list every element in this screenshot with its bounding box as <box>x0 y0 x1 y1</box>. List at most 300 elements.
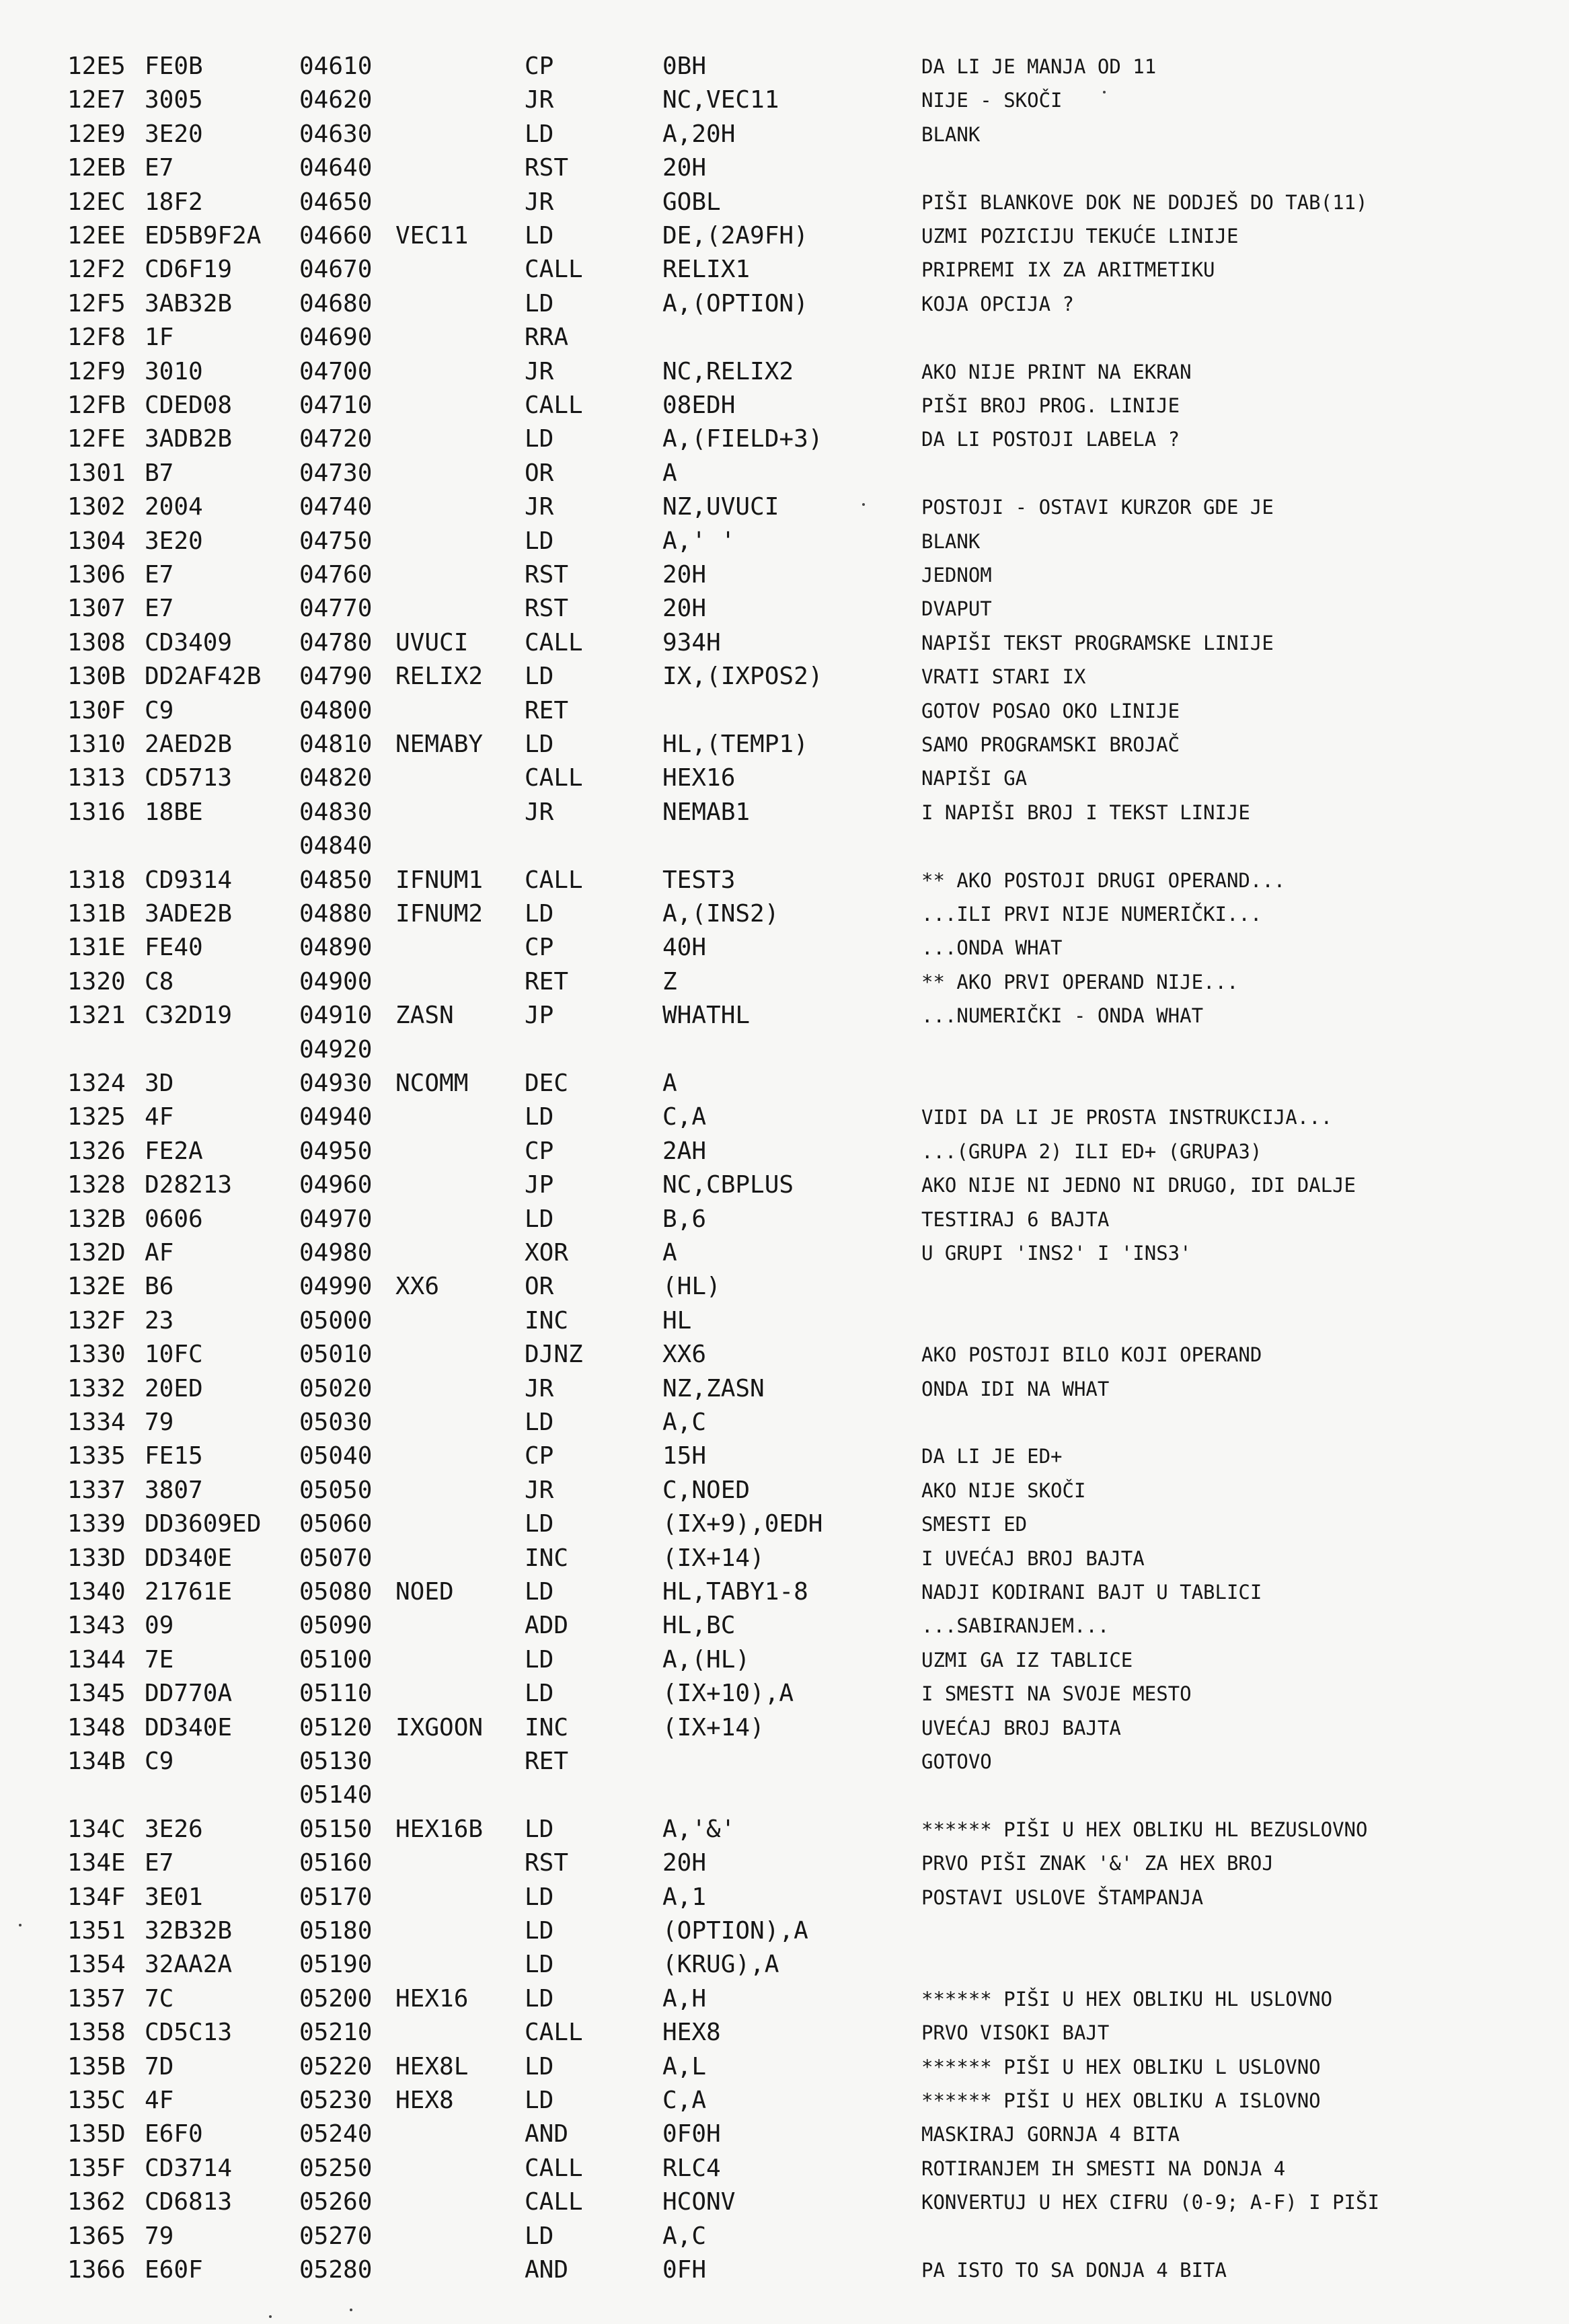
listing-row <box>0 254 1569 285</box>
address: 12EE <box>67 222 126 250</box>
label: IFNUM2 <box>395 900 484 928</box>
mnemonic: LD <box>525 1985 554 2013</box>
mnemonic: JR <box>525 358 554 385</box>
line-number: 04680 <box>299 290 373 317</box>
address: 130F <box>67 697 126 724</box>
comment: UVEĆAJ BROJ BAJTA <box>921 1717 1121 1739</box>
operand: RELIX1 <box>662 256 751 283</box>
operand: A,(OPTION) <box>662 290 808 317</box>
listing-row <box>0 1271 1569 1302</box>
line-number: 05120 <box>299 1714 373 1741</box>
address: 1302 <box>67 493 126 521</box>
comment: MASKIRAJ GORNJA 4 BITA <box>921 2123 1180 2146</box>
label: HEX8L <box>395 2053 469 2081</box>
comment: PRVO VISOKI BAJT <box>921 2021 1110 2044</box>
line-number: 05230 <box>299 2087 373 2114</box>
operand: DE,(2A9FH) <box>662 222 808 250</box>
operand: A <box>662 1239 677 1267</box>
line-number: 04940 <box>299 1103 373 1131</box>
mnemonic: LD <box>525 1205 554 1233</box>
comment: GOTOV POSAO OKO LINIJE <box>921 700 1180 722</box>
operand: A <box>662 1070 677 1097</box>
mnemonic: CP <box>525 1137 554 1165</box>
comment: ...ILI PRVI NIJE NUMERIČKI... <box>921 903 1262 926</box>
address: 12F9 <box>67 358 126 385</box>
listing-row <box>0 526 1569 557</box>
operand: (IX+14) <box>662 1544 765 1572</box>
machine-code: 18BE <box>145 798 203 826</box>
mnemonic: JR <box>525 86 554 114</box>
line-number: 04790 <box>299 663 373 690</box>
line-number: 05100 <box>299 1646 373 1674</box>
address: 1324 <box>67 1070 126 1097</box>
operand: (IX+9),0EDH <box>662 1510 823 1538</box>
machine-code: DD770A <box>145 1680 233 1707</box>
listing-row <box>0 1102 1569 1133</box>
label: NOED <box>395 1578 454 1606</box>
address: 1301 <box>67 459 126 487</box>
listing-row <box>0 2017 1569 2048</box>
line-number: 05260 <box>299 2188 373 2216</box>
scan-speck <box>19 1924 22 1926</box>
address: 1326 <box>67 1137 126 1165</box>
line-number: 05190 <box>299 1951 373 1978</box>
comment: ****** PIŠI U HEX OBLIKU A ISLOVNO <box>921 2089 1321 2112</box>
listing-row <box>0 1814 1569 1845</box>
listing-row <box>0 1678 1569 1709</box>
mnemonic: LD <box>525 1646 554 1674</box>
line-number: 04660 <box>299 222 373 250</box>
address: 132B <box>67 1205 126 1233</box>
address: 1307 <box>67 595 126 622</box>
comment: DA LI POSTOJI LABELA ? <box>921 428 1180 451</box>
machine-code: C9 <box>145 697 174 724</box>
operand: HL <box>662 1307 692 1335</box>
mnemonic: LD <box>525 2222 554 2250</box>
line-number: 04820 <box>299 764 373 792</box>
machine-code: 23 <box>145 1307 174 1335</box>
line-number: 04670 <box>299 256 373 283</box>
address: 1343 <box>67 1612 126 1639</box>
listing-row <box>0 1238 1569 1269</box>
address: 1306 <box>67 561 126 589</box>
machine-code: CD3409 <box>145 629 233 657</box>
address: 1320 <box>67 968 126 996</box>
listing-row <box>0 357 1569 387</box>
comment: DA LI JE MANJA OD 11 <box>921 55 1157 78</box>
operand: 20H <box>662 561 707 589</box>
address: 12FE <box>67 425 126 453</box>
line-number: 04760 <box>299 561 373 589</box>
comment: NIJE - SKOČI <box>921 89 1063 112</box>
label: NCOMM <box>395 1070 469 1097</box>
comment: AKO NIJE NI JEDNO NI DRUGO, IDI DALJE <box>921 1174 1356 1197</box>
comment: UZMI GA IZ TABLICE <box>921 1649 1133 1672</box>
line-number: 04710 <box>299 391 373 419</box>
line-number: 04850 <box>299 866 373 894</box>
machine-code: FE2A <box>145 1137 203 1165</box>
comment: SAMO PROGRAMSKI BROJAČ <box>921 733 1180 756</box>
machine-code: E7 <box>145 595 174 622</box>
line-number: 05050 <box>299 1476 373 1504</box>
line-number: 04610 <box>299 52 373 80</box>
address: 130B <box>67 663 126 690</box>
listing-row <box>0 1543 1569 1574</box>
address: 1318 <box>67 866 126 894</box>
comment: GOTOVO <box>921 1750 992 1773</box>
machine-code: 3E20 <box>145 120 203 148</box>
machine-code: 4F <box>145 1103 174 1131</box>
mnemonic: LD <box>525 1917 554 1945</box>
mnemonic: LD <box>525 527 554 555</box>
listing-row <box>0 1441 1569 1472</box>
operand: (KRUG),A <box>662 1951 779 1978</box>
comment: POSTAVI USLOVE ŠTAMPANJA <box>921 1886 1204 1909</box>
machine-code: 3807 <box>145 1476 203 1504</box>
comment: SMESTI ED <box>921 1513 1028 1536</box>
line-number: 05280 <box>299 2256 373 2284</box>
listing-row <box>0 1170 1569 1201</box>
mnemonic: CALL <box>525 2019 583 2046</box>
machine-code: 3010 <box>145 358 203 385</box>
machine-code: CD6813 <box>145 2188 233 2216</box>
comment: NADJI KODIRANI BAJT U TABLICI <box>921 1581 1262 1604</box>
mnemonic: LD <box>525 1510 554 1538</box>
listing-row <box>0 1916 1569 1947</box>
address: 135B <box>67 2053 126 2081</box>
address: 1362 <box>67 2188 126 2216</box>
machine-code: 32B32B <box>145 1917 233 1945</box>
line-number: 04630 <box>299 120 373 148</box>
mnemonic: JR <box>525 1476 554 1504</box>
label: RELIX2 <box>395 663 484 690</box>
listing-row <box>0 1136 1569 1167</box>
comment: I SMESTI NA SVOJE MESTO <box>921 1682 1192 1705</box>
listing-row <box>0 1713 1569 1744</box>
listing-row <box>0 1068 1569 1099</box>
operand: NZ,UVUCI <box>662 493 779 521</box>
listing-row <box>0 1000 1569 1031</box>
machine-code: 2AED2B <box>145 730 233 758</box>
comment: PIŠI BROJ PROG. LINIJE <box>921 394 1180 417</box>
label: VEC11 <box>395 222 469 250</box>
listing-row <box>0 696 1569 726</box>
mnemonic: CALL <box>525 391 583 419</box>
operand: A,(INS2) <box>662 900 779 928</box>
address: 132F <box>67 1307 126 1335</box>
comment: PRIPREMI IX ZA ARITMETIKU <box>921 258 1215 281</box>
address: 135D <box>67 2120 126 2148</box>
operand: 2AH <box>662 1137 707 1165</box>
operand: NZ,ZASN <box>662 1375 765 1402</box>
mnemonic: LD <box>525 2053 554 2081</box>
mnemonic: LD <box>525 1883 554 1911</box>
machine-code: E7 <box>145 154 174 182</box>
comment: ...SABIRANJEM... <box>921 1614 1110 1637</box>
mnemonic: LD <box>525 1951 554 1978</box>
listing-row <box>0 424 1569 455</box>
operand: 15H <box>662 1442 707 1470</box>
address: 1345 <box>67 1680 126 1707</box>
comment: ** AKO POSTOJI DRUGI OPERAND... <box>921 869 1286 892</box>
comment: PIŠI BLANKOVE DOK NE DODJEŠ DO TAB(11) <box>921 191 1368 214</box>
machine-code: 7D <box>145 2053 174 2081</box>
comment: ****** PIŠI U HEX OBLIKU L USLOVNO <box>921 2056 1321 2078</box>
address: 12E9 <box>67 120 126 148</box>
mnemonic: RST <box>525 595 569 622</box>
mnemonic: AND <box>525 2120 569 2148</box>
line-number: 04900 <box>299 968 373 996</box>
mnemonic: LD <box>525 663 554 690</box>
mnemonic: LD <box>525 1409 554 1436</box>
mnemonic: JR <box>525 493 554 521</box>
address: 1335 <box>67 1442 126 1470</box>
address: 12E5 <box>67 52 126 80</box>
address: 1339 <box>67 1510 126 1538</box>
address: 12EC <box>67 188 126 216</box>
machine-code: AF <box>145 1239 174 1267</box>
mnemonic: CP <box>525 934 554 961</box>
comment: I NAPIŠI BROJ I TEKST LINIJE <box>921 801 1250 824</box>
line-number: 05250 <box>299 2154 373 2182</box>
listing-row <box>0 187 1569 218</box>
line-number: 05160 <box>299 1849 373 1877</box>
label: XX6 <box>395 1273 440 1300</box>
address: 1358 <box>67 2019 126 2046</box>
machine-code: C32D19 <box>145 1002 233 1029</box>
operand: RLC4 <box>662 2154 721 2182</box>
line-number: 04750 <box>299 527 373 555</box>
comment: POSTOJI - OSTAVI KURZOR GDE JE <box>921 496 1274 519</box>
address: 132D <box>67 1239 126 1267</box>
mnemonic: LD <box>525 120 554 148</box>
operand: A,20H <box>662 120 736 148</box>
listing-row <box>0 1645 1569 1676</box>
operand: XX6 <box>662 1341 707 1368</box>
machine-code: 3ADB2B <box>145 425 233 453</box>
label: IXGOON <box>395 1714 484 1741</box>
comment: BLANK <box>921 123 981 146</box>
line-number: 05150 <box>299 1815 373 1843</box>
address: 1366 <box>67 2256 126 2284</box>
comment: VIDI DA LI JE PROSTA INSTRUKCIJA... <box>921 1106 1333 1129</box>
mnemonic: CALL <box>525 256 583 283</box>
address: 131B <box>67 900 126 928</box>
machine-code: DD3609ED <box>145 1510 262 1538</box>
mnemonic: RST <box>525 1849 569 1877</box>
address: 1321 <box>67 1002 126 1029</box>
machine-code: CD9314 <box>145 866 233 894</box>
scan-speck <box>269 2315 272 2318</box>
address: 131E <box>67 934 126 961</box>
line-number: 05090 <box>299 1612 373 1639</box>
line-number: 05010 <box>299 1341 373 1368</box>
listing-row <box>0 1984 1569 2015</box>
line-number: 05220 <box>299 2053 373 2081</box>
operand: NC,CBPLUS <box>662 1171 794 1199</box>
operand: HEX8 <box>662 2019 721 2046</box>
listing-row <box>0 1610 1569 1641</box>
comment: AKO NIJE SKOČI <box>921 1479 1086 1502</box>
address: 135F <box>67 2154 126 2182</box>
address: 1337 <box>67 1476 126 1504</box>
operand: NEMAB1 <box>662 798 751 826</box>
line-number: 04910 <box>299 1002 373 1029</box>
listing-row <box>0 322 1569 353</box>
address: 1354 <box>67 1951 126 1978</box>
mnemonic: LD <box>525 1578 554 1606</box>
mnemonic: CALL <box>525 629 583 657</box>
machine-code: 79 <box>145 1409 174 1436</box>
comment: KOJA OPCIJA ? <box>921 293 1074 315</box>
line-number: 04990 <box>299 1273 373 1300</box>
address: 1357 <box>67 1985 126 2013</box>
comment: PA ISTO TO SA DONJA 4 BITA <box>921 2259 1227 2282</box>
line-number: 04720 <box>299 425 373 453</box>
line-number: 04880 <box>299 900 373 928</box>
machine-code: DD340E <box>145 1544 233 1572</box>
line-number: 04690 <box>299 324 373 351</box>
line-number: 05130 <box>299 1748 373 1775</box>
mnemonic: RST <box>525 561 569 589</box>
address: 133D <box>67 1544 126 1572</box>
machine-code: B7 <box>145 459 174 487</box>
listing-row <box>0 85 1569 116</box>
line-number: 05170 <box>299 1883 373 1911</box>
mnemonic: ADD <box>525 1612 569 1639</box>
comment: U GRUPI 'INS2' I 'INS3' <box>921 1242 1192 1265</box>
line-number: 05210 <box>299 2019 373 2046</box>
listing-row <box>0 390 1569 421</box>
machine-code: 21761E <box>145 1578 233 1606</box>
listing-row <box>0 51 1569 82</box>
machine-code: CD3714 <box>145 2154 233 2182</box>
listing-row <box>0 289 1569 320</box>
machine-code: 2004 <box>145 493 203 521</box>
address: 12F8 <box>67 324 126 351</box>
machine-code: 7C <box>145 1985 174 2013</box>
machine-code: FE15 <box>145 1442 203 1470</box>
scan-speck <box>350 2309 352 2311</box>
label: UVUCI <box>395 629 469 657</box>
line-number: 04800 <box>299 697 373 724</box>
machine-code: 4F <box>145 2087 174 2114</box>
operand: (IX+10),A <box>662 1680 794 1707</box>
listing-row <box>0 1204 1569 1235</box>
mnemonic: CALL <box>525 764 583 792</box>
operand: C,A <box>662 1103 707 1131</box>
machine-code: CD6F19 <box>145 256 233 283</box>
listing-row <box>0 1882 1569 1913</box>
listing-row <box>0 153 1569 184</box>
comment: NAPIŠI GA <box>921 767 1028 790</box>
line-number: 05030 <box>299 1409 373 1436</box>
line-number: 05140 <box>299 1781 373 1809</box>
machine-code: 09 <box>145 1612 174 1639</box>
operand: 0BH <box>662 52 707 80</box>
line-number: 04840 <box>299 832 373 860</box>
machine-code: B6 <box>145 1273 174 1300</box>
comment: ****** PIŠI U HEX OBLIKU HL BEZUSLOVNO <box>921 1818 1368 1841</box>
mnemonic: JR <box>525 798 554 826</box>
mnemonic: JP <box>525 1171 554 1199</box>
label: HEX16B <box>395 1815 484 1843</box>
machine-code: 3E01 <box>145 1883 203 1911</box>
mnemonic: LD <box>525 2087 554 2114</box>
operand: NC,VEC11 <box>662 86 779 114</box>
machine-code: CDED08 <box>145 391 233 419</box>
mnemonic: LD <box>525 900 554 928</box>
mnemonic: OR <box>525 459 554 487</box>
machine-code: 32AA2A <box>145 1951 233 1978</box>
line-number: 04960 <box>299 1171 373 1199</box>
listing-row <box>0 1339 1569 1370</box>
comment: ONDA IDI NA WHAT <box>921 1378 1110 1400</box>
address: 1340 <box>67 1578 126 1606</box>
comment: JEDNOM <box>921 564 992 587</box>
machine-code: E7 <box>145 1849 174 1877</box>
line-number: 04950 <box>299 1137 373 1165</box>
line-number: 04980 <box>299 1239 373 1267</box>
address: 1310 <box>67 730 126 758</box>
address: 134C <box>67 1815 126 1843</box>
line-number: 04740 <box>299 493 373 521</box>
mnemonic: OR <box>525 1273 554 1300</box>
address: 12F2 <box>67 256 126 283</box>
mnemonic: INC <box>525 1714 569 1741</box>
listing-row <box>0 1035 1569 1065</box>
operand: HL,TABY1-8 <box>662 1578 808 1606</box>
machine-code: D28213 <box>145 1171 233 1199</box>
listing-row <box>0 628 1569 659</box>
operand: 20H <box>662 595 707 622</box>
listing-row <box>0 763 1569 794</box>
comment: ** AKO PRVI OPERAND NIJE... <box>921 971 1239 994</box>
comment: TESTIRAJ 6 BAJTA <box>921 1208 1110 1231</box>
machine-code: 79 <box>145 2222 174 2250</box>
listing-row <box>0 899 1569 930</box>
machine-code: 18F2 <box>145 188 203 216</box>
listing-row <box>0 1407 1569 1438</box>
machine-code: 3005 <box>145 86 203 114</box>
label: HEX8 <box>395 2087 454 2114</box>
address: 1344 <box>67 1646 126 1674</box>
operand: 0FH <box>662 2256 707 2284</box>
listing-row <box>0 967 1569 998</box>
machine-code: DD340E <box>145 1714 233 1741</box>
mnemonic: RET <box>525 968 569 996</box>
operand: A,'&' <box>662 1815 736 1843</box>
machine-code: FE40 <box>145 934 203 961</box>
address: 12FB <box>67 391 126 419</box>
machine-code: 20ED <box>145 1375 203 1402</box>
comment: ...ONDA WHAT <box>921 936 1063 959</box>
address: 134F <box>67 1883 126 1911</box>
machine-code: E6F0 <box>145 2120 203 2148</box>
comment: KONVERTUJ U HEX CIFRU (0-9; A-F) I PIŠI <box>921 2191 1379 2214</box>
operand: HL,BC <box>662 1612 736 1639</box>
address: 1330 <box>67 1341 126 1368</box>
scan-speck <box>1103 91 1106 93</box>
label: HEX16 <box>395 1985 469 2013</box>
address: 12E7 <box>67 86 126 114</box>
machine-code: 3E20 <box>145 527 203 555</box>
mnemonic: JP <box>525 1002 554 1029</box>
machine-code: CD5713 <box>145 764 233 792</box>
comment: ****** PIŠI U HEX OBLIKU HL USLOVNO <box>921 1988 1333 2011</box>
machine-code: 3AB32B <box>145 290 233 317</box>
mnemonic: XOR <box>525 1239 569 1267</box>
